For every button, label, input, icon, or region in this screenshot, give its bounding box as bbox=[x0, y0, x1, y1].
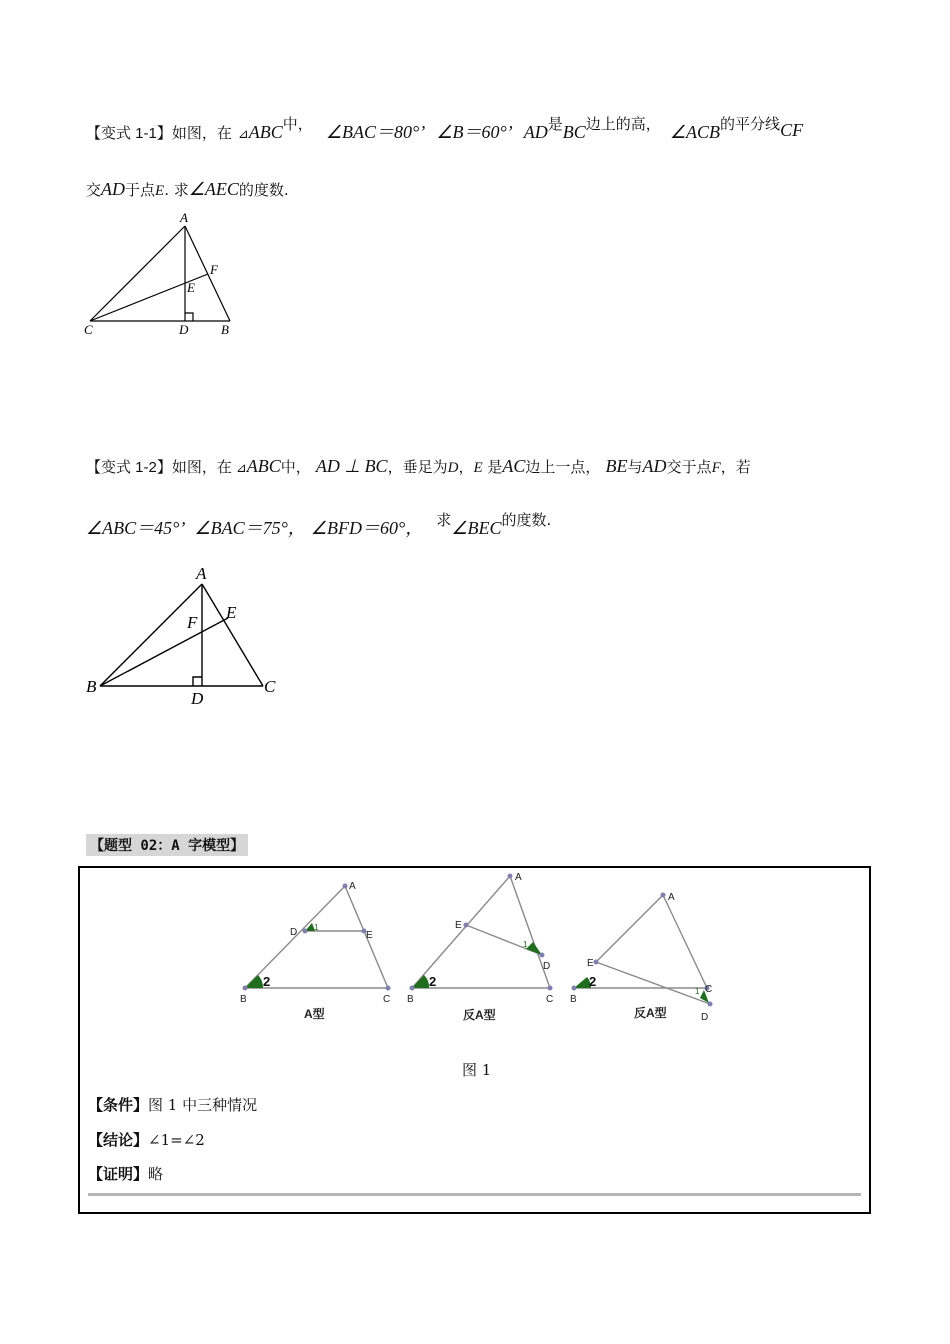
model-diagrams bbox=[230, 868, 730, 1028]
problem2-tag: 【变式 1-2】 bbox=[86, 459, 172, 476]
condition-text: 图 1 中三种情况 bbox=[148, 1096, 258, 1114]
anti-a2-angle2: 2 bbox=[589, 974, 597, 989]
proof-label: 【证明】 bbox=[88, 1165, 149, 1183]
figure-caption: 图 1 bbox=[462, 1061, 492, 1079]
fig1-label-a: A bbox=[180, 210, 188, 225]
problem2-line2: ∠ABC＝45°’ ∠BAC＝75°， ∠BFD＝60°， 求∠BEC的度数. bbox=[86, 511, 552, 538]
section-heading: 【题型 02：A 字模型】 bbox=[86, 834, 248, 856]
anti-a2-angle1: 1 bbox=[695, 987, 700, 996]
anti-a1-label-e: E bbox=[455, 920, 462, 931]
conclusion-label: 【结论】 bbox=[88, 1131, 149, 1149]
fig2-label-c: C bbox=[264, 677, 276, 696]
anti-a2-label-d: D bbox=[701, 1012, 709, 1023]
problem1-angle-bac: ∠BAC＝80° bbox=[325, 122, 420, 142]
fig2-label-a: A bbox=[196, 564, 207, 583]
anti-a2-label-a: A bbox=[668, 892, 675, 903]
a-type-angle1: 1 bbox=[314, 923, 319, 932]
anti-a1-label-a: A bbox=[515, 872, 522, 883]
problem2-angle-bfd: ∠BFD＝60°， bbox=[310, 518, 424, 538]
a-type-label-b: B bbox=[240, 994, 247, 1005]
problem2-angle-abc: ∠ABC＝45° bbox=[86, 518, 180, 538]
a-type-label-d: D bbox=[290, 927, 298, 938]
fig1-label-c: C bbox=[84, 322, 93, 337]
conclusion-row bbox=[88, 1129, 205, 1150]
model-box bbox=[78, 866, 871, 1214]
proof-text: 略 bbox=[148, 1165, 164, 1183]
bottom-rule bbox=[88, 1193, 861, 1196]
problem1-angle-b: ∠B＝60° bbox=[436, 122, 507, 142]
a-type-angle2: 2 bbox=[263, 974, 271, 989]
condition-row bbox=[88, 1094, 257, 1115]
anti-a1-angle2: 2 bbox=[429, 974, 437, 989]
fig1-label-f: F bbox=[210, 262, 218, 277]
a-type-label-e: E bbox=[366, 930, 373, 941]
problem1-tag: 【变式 1-1】 bbox=[86, 125, 172, 142]
fig2-label-b: B bbox=[86, 677, 97, 696]
problem1-line2: 交AD于点E. 求∠AEC的度数. bbox=[86, 179, 289, 199]
anti-a2-caption: 反A型 bbox=[634, 1006, 667, 1020]
fig1-label-e: E bbox=[187, 280, 195, 295]
anti-a2-label-c: C bbox=[705, 984, 713, 995]
anti-a2-label-b: B bbox=[570, 994, 577, 1005]
condition-label: 【条件】 bbox=[88, 1096, 149, 1114]
a-type-caption: A型 bbox=[304, 1007, 325, 1021]
fig2-label-d: D bbox=[191, 689, 204, 708]
problem2-line1: 【变式 1-2】如图，在 ⊿ABC中， AD ⊥ BC，垂足为D，E 是AC边上一点， BE与AD交于点F，若 bbox=[86, 456, 751, 476]
a-type-label-c: C bbox=[383, 994, 391, 1005]
proof-row bbox=[88, 1163, 163, 1184]
problem1-figure bbox=[80, 206, 250, 341]
anti-a1-caption: 反A型 bbox=[463, 1008, 496, 1022]
conclusion-text: ∠1=∠2 bbox=[148, 1131, 205, 1149]
anti-a1-label-b: B bbox=[407, 994, 414, 1005]
problem2-figure bbox=[80, 560, 290, 710]
anti-a2-label-e: E bbox=[587, 958, 594, 969]
anti-a1-label-d: D bbox=[543, 961, 551, 972]
fig2-label-f: F bbox=[187, 613, 198, 632]
problem2-perp: AD ⊥ BC bbox=[315, 456, 388, 476]
fig2-label-e: E bbox=[226, 603, 237, 622]
fig1-label-b: B bbox=[221, 322, 229, 337]
fig1-label-d: D bbox=[179, 322, 189, 337]
anti-a1-angle1: 1 bbox=[523, 940, 528, 949]
problem2-angle-bac: ∠BAC＝75°， bbox=[194, 518, 306, 538]
a-type-label-a: A bbox=[349, 881, 356, 892]
problem1-line1: 【变式 1-1】如图，在 ⊿ABC中， ∠BAC＝80°’ ∠B＝60°’ AD是BC边上的高， ∠ACB的平分线CF bbox=[86, 115, 804, 142]
anti-a1-label-c: C bbox=[546, 994, 554, 1005]
